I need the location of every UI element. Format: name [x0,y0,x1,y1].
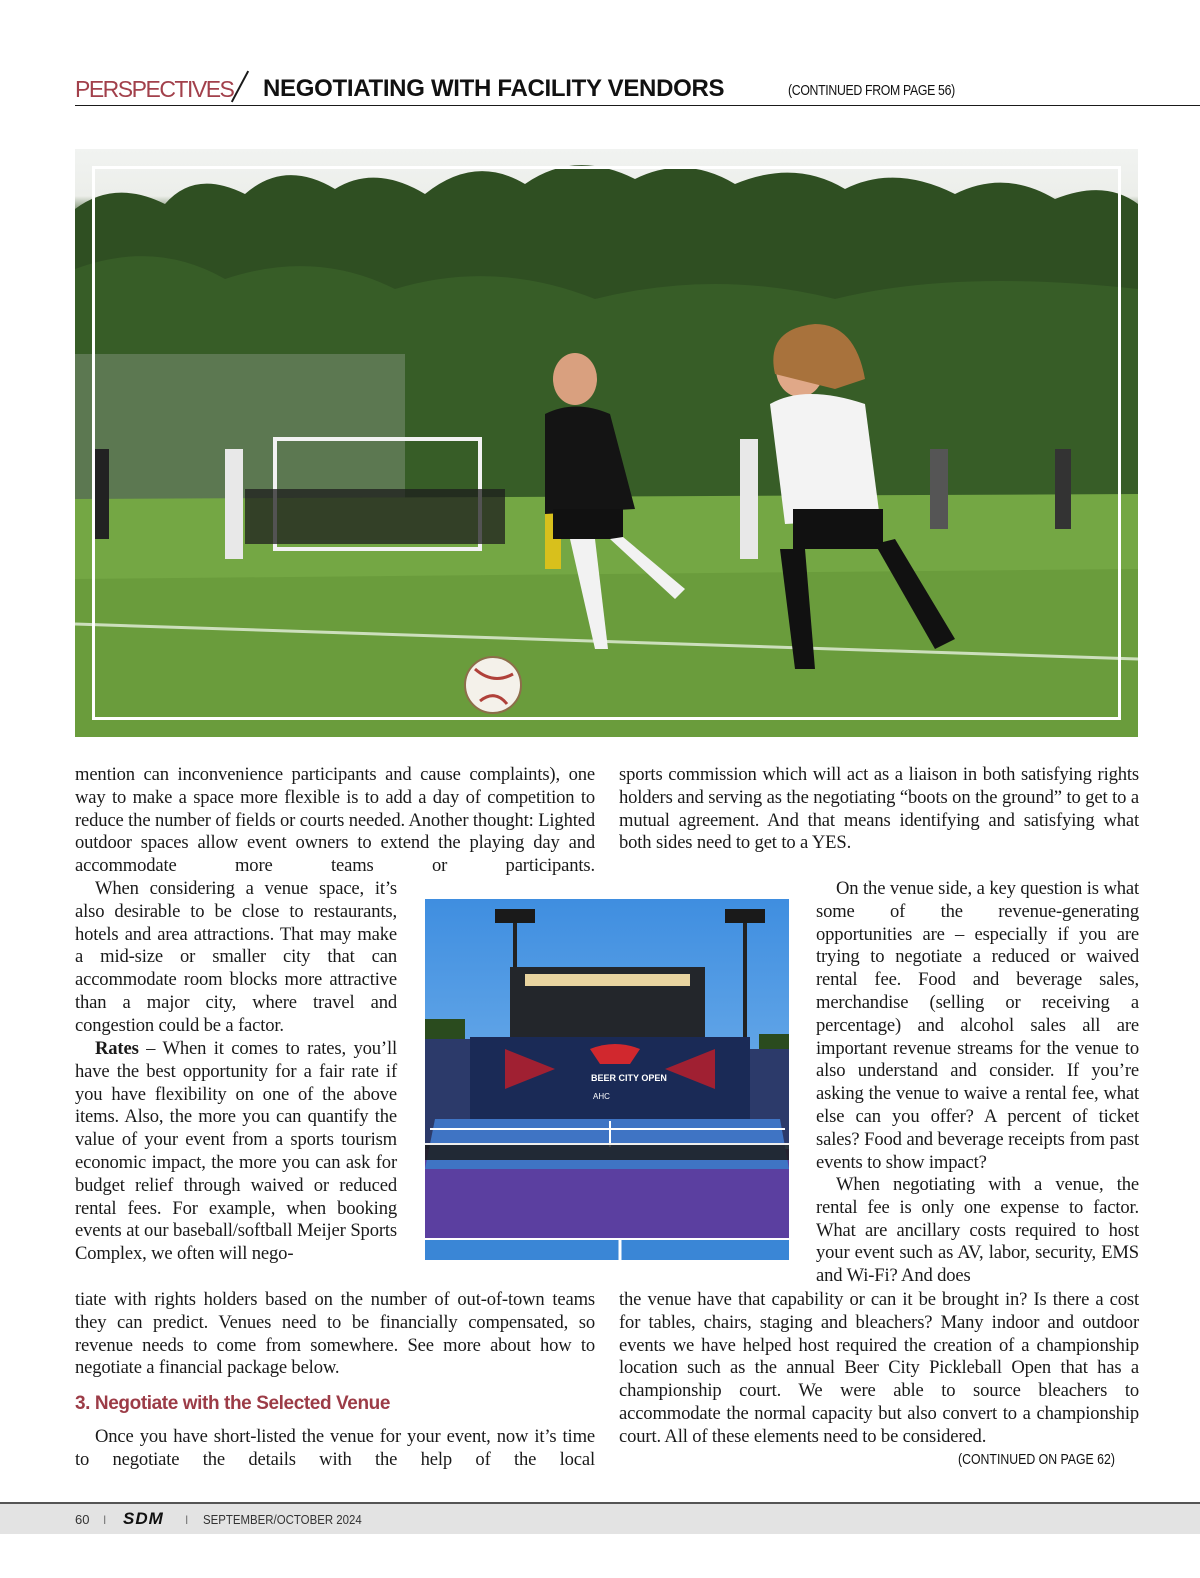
right-paragraph-3-continuation: the venue have that capability or can it be brought in? Is there a cost for tables, chairs, staging and bleachers? Many indoor and outdoor events we have helped host required the creation of a championship location such as the annual Beer City Pickleball Open that has a championship court. We were able to source bleachers to accommodate the normal capacity but also convert to a championship court. All of these elements need to be considered. [619,1289,1139,1447]
section-label: PERSPECTIVES [75,76,234,102]
rates-body: – When it comes to rates, you’ll have the best opportunity for a fair rate if you have flexibility on one of the above items. Also, the more you can quantify the value of your event from a sports tourism economic impact, the more you can ask for budget relief through waived or reduced rental fees. For example, when booking events at our baseball/softball Meijer Sports Complex, we often will nego- [75,1038,397,1265]
soccer-photo [75,149,1138,737]
issue-date: SEPTEMBER/OCTOBER 2024 [203,1512,362,1527]
footer-separator: I [185,1513,189,1527]
continued-from-note: (CONTINUED FROM PAGE 56) [788,82,955,99]
article-title: NEGOTIATING WITH FACILITY VENDORS [263,75,725,102]
magazine-brand: SDM [123,1509,164,1528]
footer-separator: I [103,1513,107,1527]
right-paragraph-2: On the venue side, a key question is what some of the revenue-generating opportunities are – especially if you are trying to negotiate a reduced or waived rental fee. Food and beverage sales, merchandise (selling or receiving a percentage) and alcohol sales all are important revenue streams for the venue to also understand and consider. If you’re asking the venue to waive a rental fee, what else can you offer? A percent of ticket sales? Food and beverage receipts from past events to show impact? [816,878,1139,1173]
rates-lead: Rates [95,1038,139,1059]
pickleball-court-illustration [425,899,789,1260]
page-header [75,76,1200,106]
pickleball-court-photo [425,899,789,1260]
banner-title: BEER CITY OPEN [591,1073,667,1083]
page-footer [0,1502,1200,1534]
header-slash [231,71,249,103]
banner-sponsor: AHC [593,1092,610,1101]
section-subheading: 3. Negotiate with the Selected Venue [75,1393,391,1414]
continued-on-note: (CONTINUED ON PAGE 62) [958,1451,1115,1468]
right-paragraph-3: When negotiating with a venue, the rental fee is only one expense to factor. What are ancillary costs required to host your event such as AV, labor, security, EMS and Wi-Fi? And does [816,1174,1139,1287]
soccer-photo-illustration [75,149,1138,737]
page-number: 60 [75,1512,90,1527]
left-paragraph-1: mention can inconvenience participants and cause complaints), one way to make a space more flexible is to add a day of competition to reduce the number of fields or courts needed. Another thought: Lighted outdoor spaces allow event owners to extend the playing day and accommodate more teams or participants. [75,764,595,877]
rates-continuation: tiate with rights holders based on the number of out-of-town teams they can predict. Venues need to be financially compensated, so revenue needs to come from somewhere. See more about how to negotiate a financial package below. [75,1289,595,1379]
rates-paragraph [75,1038,397,1266]
left-paragraph-4: Once you have short-listed the venue for your event, now it’s time to negotiate the details with the help of the local [75,1426,595,1470]
left-paragraph-2: When considering a venue space, it’s also desirable to be close to restaurants, hotels and area attractions. That may make a mid-size or smaller city that can accommodate room blocks more attractive than a major city, where travel and congestion could be a factor. [75,878,397,1036]
right-paragraph-1: sports commission which will act as a liaison in both satisfying rights holders and serving as the negotiating “boots on the ground” to get to a mutual agreement. And that means identifying and satisfying what both sides need to get to a YES. [619,764,1139,854]
